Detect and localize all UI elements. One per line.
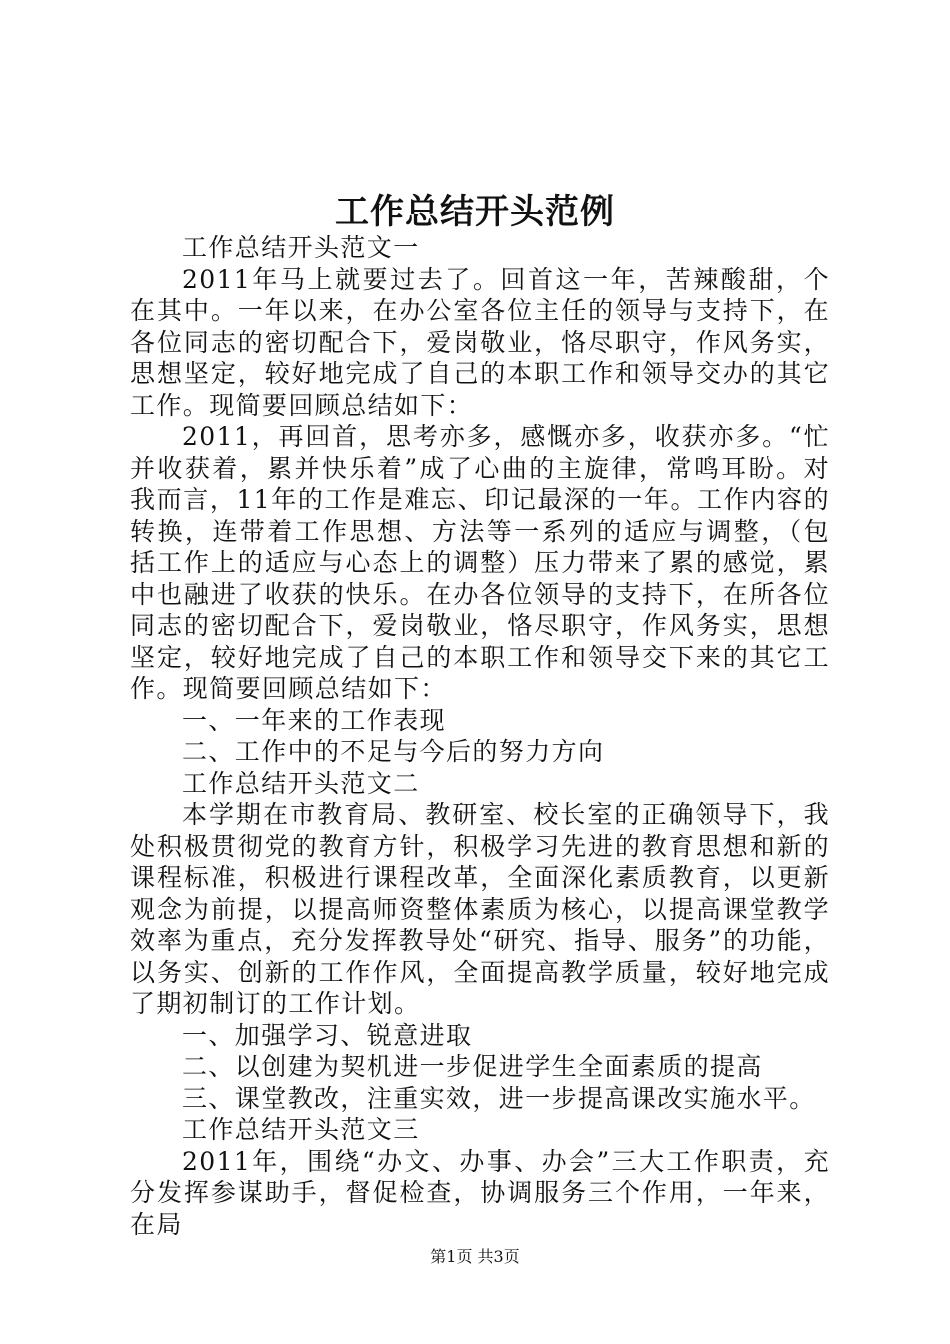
section-heading-1: 工作总结开头范文一	[182, 233, 420, 262]
list-item: 一、加强学习、锐意进取	[182, 1020, 473, 1050]
paragraph: 2011，再回首，思考亦多，感慨亦多，收获亦多。“忙并收获着，累并快乐着”成了心曲的主旋律，常鸣耳盼。对我而言，11年的工作是难忘、印记最深的一年。工作内容的转换，连带着工作思想、方法等一系列的适应与调整，（包括工作上的适应与心态上的调整）压力带来了累的感觉，累中也融进了收获的快乐。在办各位领导的支持下，在所各位同志的密切配合下，爱岗敬业，恪尽职守，作风务实，思想坚定，较好地完成了自己的本职工作和领导交下来的其它工作。现简要回顾总结如下：	[130, 422, 830, 703]
list-item: 一、一年来的工作表现	[182, 705, 447, 735]
document-title: 工作总结开头范例	[335, 192, 615, 232]
section-heading-2: 工作总结开头范文二	[182, 768, 420, 798]
paragraph: 2011年马上就要过去了。回首这一年，苦辣酸甜，个在其中。一年以来，在办公室各位主任的领导与支持下，在各位同志的密切配合下，爱岗敬业，恪尽职守，作风务实，思想坚定，较好地完成了自己的本职工作和领导交办的其它工作。现简要回顾总结如下：	[130, 264, 830, 420]
paragraph: 2011年，围绕“办文、办事、办会”三大工作职责，充分发挥参谋助手，督促检查，协调服务三个作用，一年来，在局	[130, 1146, 830, 1239]
list-item: 二、以创建为契机进一步促进学生全面素质的提高	[182, 1052, 763, 1081]
document-body	[130, 232, 830, 1240]
section-heading-3: 工作总结开头范文三	[182, 1115, 420, 1144]
list-item: 三、课堂教改，注重实效，进一步提高课改实施水平。	[182, 1083, 816, 1113]
page-footer: 第1页 共3页	[430, 1247, 520, 1266]
list-item: 二、工作中的不足与今后的努力方向	[182, 737, 605, 766]
paragraph: 本学期在市教育局、教研室、校长室的正确领导下，我处积极贯彻党的教育方针，积极学习先进的教育思想和新的课程标准，积极进行课程改革，全面深化素质教育，以更新观念为前提，以提高师资整体素质为核心，以提高课堂教学效率为重点，充分发挥教导处“研究、指导、服务”的功能，以务实、创新的工作作风，全面提高教学质量，较好地完成了期初制订的工作计划。	[130, 800, 830, 1018]
